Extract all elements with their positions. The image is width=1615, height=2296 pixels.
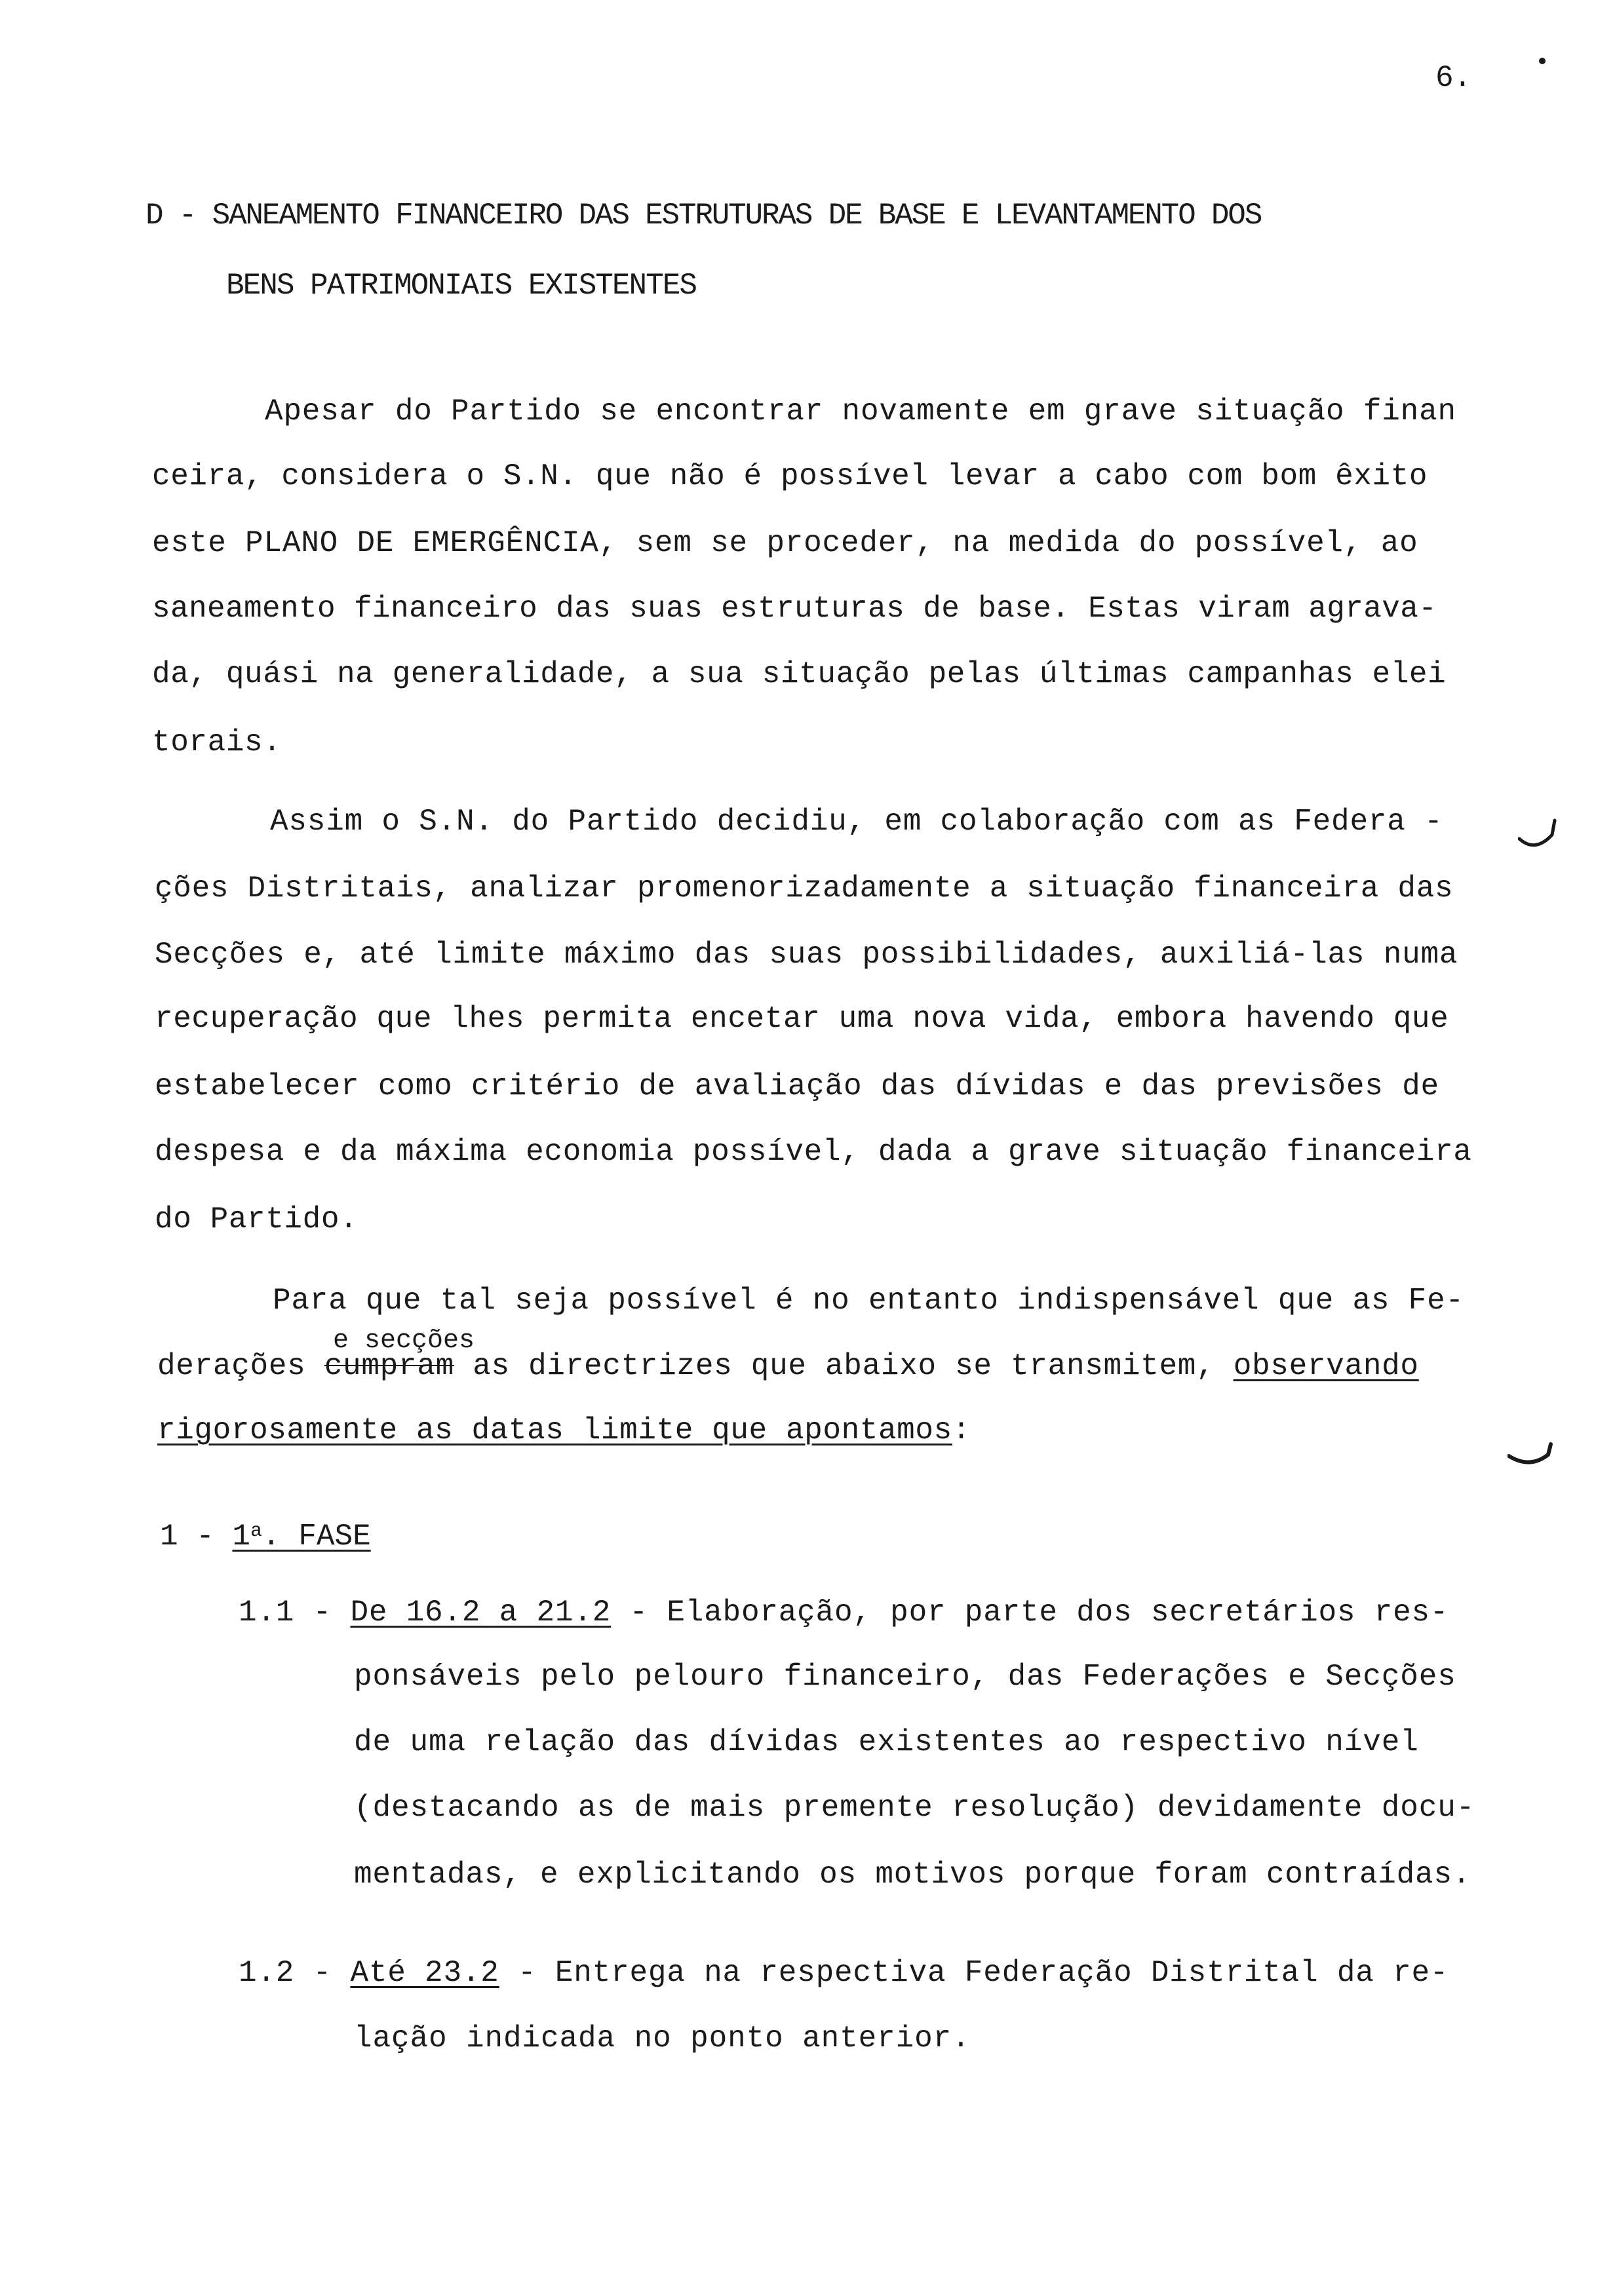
paragraph-2-line: recuperação que lhes permita encetar uma nova vida, embora havendo que (155, 1002, 1449, 1036)
page-number: 6. (1435, 61, 1472, 95)
item-date: De 16.2 a 21.2 (350, 1596, 612, 1630)
stray-dot-mark (1539, 58, 1546, 64)
phase-label: . FASE (262, 1520, 371, 1554)
tick-mark (1518, 813, 1557, 859)
item-number: 1.1 - (239, 1596, 351, 1630)
paragraph-1-line: Apesar do Partido se encontrar novamente em grave situação finan (265, 394, 1456, 429)
handwritten-insertion: e secções (333, 1326, 475, 1356)
section-heading-line-2: BENS PATRIMONIAIS EXISTENTES (226, 269, 696, 303)
item-date: Até 23.2 (350, 1956, 499, 1990)
paragraph-3-line (157, 1351, 1419, 1381)
list-item-first-line (239, 1598, 1449, 1628)
paragraph-3-text: cumpram (324, 1349, 454, 1383)
paragraph-2-line: ções Distritais, analizar promenorizadamente a situação financeira das (155, 871, 1454, 906)
paragraph-3-line: Para que tal seja possível é no entanto indispensável que as Fe- (273, 1284, 1464, 1318)
tick-mark (1508, 1439, 1553, 1479)
section-heading-line-1: D - SANEAMENTO FINANCEIRO DAS ESTRUTURAS DE BASE E LEVANTAMENTO DOS (146, 199, 1262, 233)
paragraph-3-text: as directrizes que abaixo se transmitem, (454, 1349, 1234, 1383)
list-item-line: ponsáveis pelo pelouro financeiro, das Federações e Secções (354, 1660, 1456, 1694)
paragraph-2-line: estabelecer como critério de avaliação das dívidas e das previsões de (155, 1069, 1439, 1103)
paragraph-2-line: Assim o S.N. do Partido decidiu, em colaboração com as Federa - (270, 805, 1443, 839)
underlined-emphasis: rigorosamente as datas limite que apontamos (157, 1413, 952, 1447)
paragraph-1-line: torais. (152, 725, 282, 759)
paragraph-2-line: Secções e, até limite máximo das suas possibilidades, auxiliá-las numa (155, 938, 1458, 972)
paragraph-1-line: este PLANO DE EMERGÊNCIA, sem se proceder, na medida do possível, ao (152, 526, 1418, 560)
list-item-line: lação indicada no ponto anterior. (354, 2021, 971, 2056)
underlined-emphasis: observando (1233, 1349, 1419, 1383)
item-text: - Entrega na respectiva Federação Distrital da re- (499, 1956, 1449, 1990)
paragraph-3-text: derações (157, 1349, 324, 1383)
paragraph-2-line: do Partido. (155, 1202, 359, 1236)
paragraph-1-line: ceira, considera o S.N. que não é possível levar a cabo com bom êxito (152, 459, 1428, 493)
phase-heading (160, 1521, 371, 1552)
paragraph-3-text: : (952, 1413, 971, 1447)
paragraph-3-line (157, 1415, 971, 1445)
paragraph-1-line: saneamento financeiro das suas estruturas de base. Estas viram agrava- (152, 592, 1437, 626)
phase-title (232, 1520, 370, 1554)
phase-ordinal: 1 (232, 1520, 251, 1554)
phase-ordinal-superscript: a (250, 1520, 263, 1542)
paragraph-1-line: da, quási na generalidade, a sua situação pelas últimas campanhas elei (152, 657, 1447, 691)
phase-number: 1 - (160, 1520, 233, 1554)
list-item-line: mentadas, e explicitando os motivos porque foram contraídas. (354, 1858, 1471, 1892)
paragraph-2-line: despesa e da máxima economia possível, dada a grave situação financeira (155, 1135, 1472, 1169)
item-number: 1.2 - (239, 1956, 351, 1990)
list-item-line: (destacando as de mais premente resolução) devidamente docu- (354, 1791, 1475, 1825)
list-item-line: de uma relação das dívidas existentes ao respectivo nível (354, 1725, 1419, 1759)
list-item-first-line (239, 1958, 1449, 1988)
item-text: - Elaboração, por parte dos secretários res- (611, 1596, 1449, 1630)
